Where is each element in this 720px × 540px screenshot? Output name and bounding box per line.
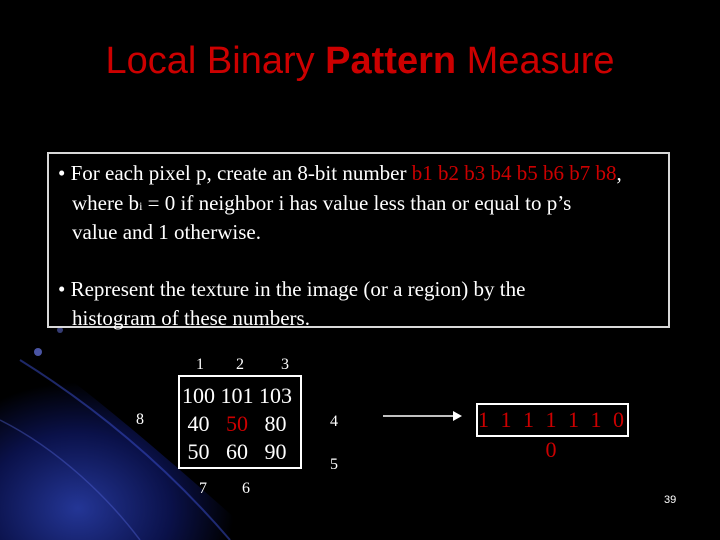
neighbor-label-4: 4: [330, 413, 338, 430]
neighbor-label-2: 2: [236, 356, 244, 373]
bit-sequence: b1 b2 b3 b4 b5 b6 b7 b8: [411, 161, 617, 185]
neighbor-label-6: 6: [242, 480, 250, 497]
bullet-1-line-3: value and 1 otherwise.: [72, 220, 261, 244]
neighbor-label-3: 3: [281, 356, 289, 373]
neighbor-label-8: 8: [136, 411, 144, 428]
matrix-row-2: 40 50 80: [182, 411, 287, 436]
binary-code: 1 1 1 1 1 1 0 0: [476, 403, 629, 437]
slide-title: Local Binary Pattern Measure: [105, 40, 615, 82]
neighbor-label-1: 1: [196, 356, 204, 373]
page-number: 39: [664, 494, 677, 506]
bullet-1-line-2: where bi = 0 if neighbor i has value less than or equal to p’s: [72, 191, 572, 215]
matrix-row-3: 50 60 90: [182, 439, 287, 464]
bullet-2-line-2: histogram of these numbers.: [72, 306, 310, 330]
neighbor-label-7: 7: [199, 480, 207, 497]
neighbor-label-5: 5: [330, 456, 338, 473]
center-pixel: 50: [226, 411, 248, 436]
bullet-2-line-1: • Represent the texture in the image (or a region) by the: [58, 277, 526, 301]
bullet-1-line-1: • For each pixel p, create an 8-bit number b1 b2 b3 b4 b5 b6 b7 b8,: [58, 161, 622, 185]
right-arrow-icon: [383, 410, 463, 422]
matrix-row-1: 100 101 103: [182, 383, 292, 408]
